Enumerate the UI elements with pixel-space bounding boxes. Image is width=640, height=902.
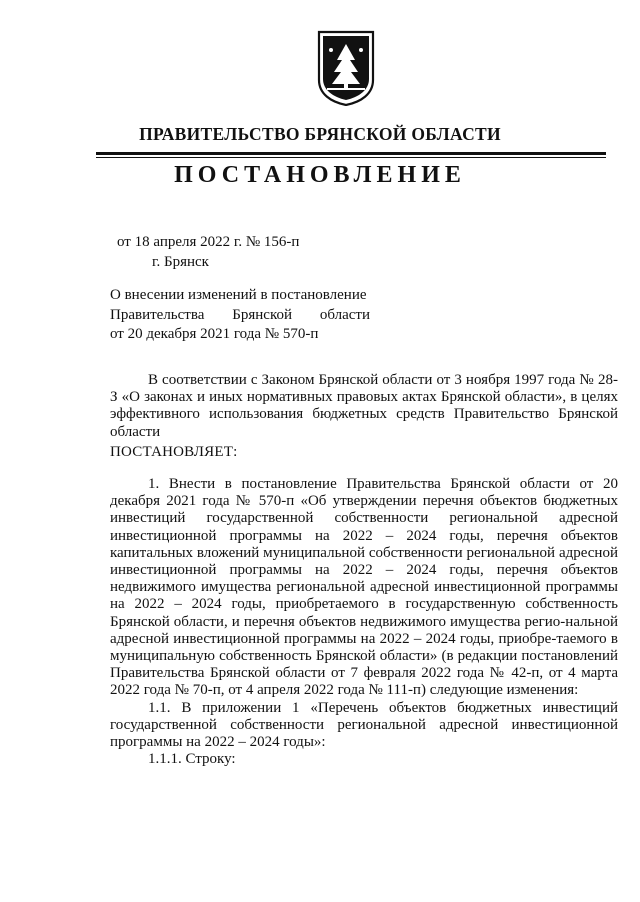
preamble-paragraph: В соответствии с Законом Брянской области от 3 ноября 1997 года № 28-З «О законах и иных нормативных правовых актах Брянской области», в целях эффективного использования бюджетных средств Правительство Брянской области [110,372,618,440]
document-type-title: ПОСТАНОВЛЕНИЕ [174,162,466,188]
decree-word: ПОСТАНОВЛЯЕТ: [110,444,238,460]
item-1-1-paragraph: 1.1. В приложении 1 «Перечень объектов бюджетных инвестиций государственной собственности региональной адресной инвестиционной программы на 2022 – 2024 годы»: [110,699,618,751]
preamble-block [110,372,618,441]
city-line: г. Брянск [152,254,209,270]
organization-title: ПРАВИТЕЛЬСТВО БРЯНСКОЙ ОБЛАСТИ [139,124,501,144]
coat-of-arms-icon [317,30,375,106]
subject-line-3: от 20 декабря 2021 года № 570-п [110,326,319,342]
date-number-line: от 18 апреля 2022 г. № 156-п [117,234,300,250]
header-rule-thin [96,157,606,158]
item-1-1-1-paragraph: 1.1.1. Строку: [148,751,236,768]
header-rule-thick [96,152,606,155]
item-1-paragraph: 1. Внести в постановление Правительства Брянской области от 20 декабря 2021 года № 570-п «Об утверждении перечня объектов бюджетных инвестиций государственной собственности региональной адресной инвестиционной программы на 2022 – 2024 годы, перечня объектов капитальных вложений муниципальной собственности региональной адресной инвестиционной программы на 2022 – 2024 годы, перечня объектов недвижимого имущества региональной адресной инвестиционной программы на 2022 – 2024 годы, приобретаемого в государственную собственность Брянской области, и перечня объектов недвижимого имущества регио-нальной адресной инвестиционной программы на 2022 – 2024 годы, приобре-таемого в муниципальную собственность Брянской области» (в редакции постановлений Правительства Брянской области от 7 февраля 2022 года № 42-п, от 4 марта 2022 года № 70-п, от 4 апреля 2022 года № 111-п) следующие изменения: [110,476,618,699]
decree-items-block [110,476,618,768]
subject-line-1: О внесении изменений в постановление [110,287,367,303]
subject-line-2: Правительства Брянской области [110,306,370,323]
document-subject [110,286,370,345]
